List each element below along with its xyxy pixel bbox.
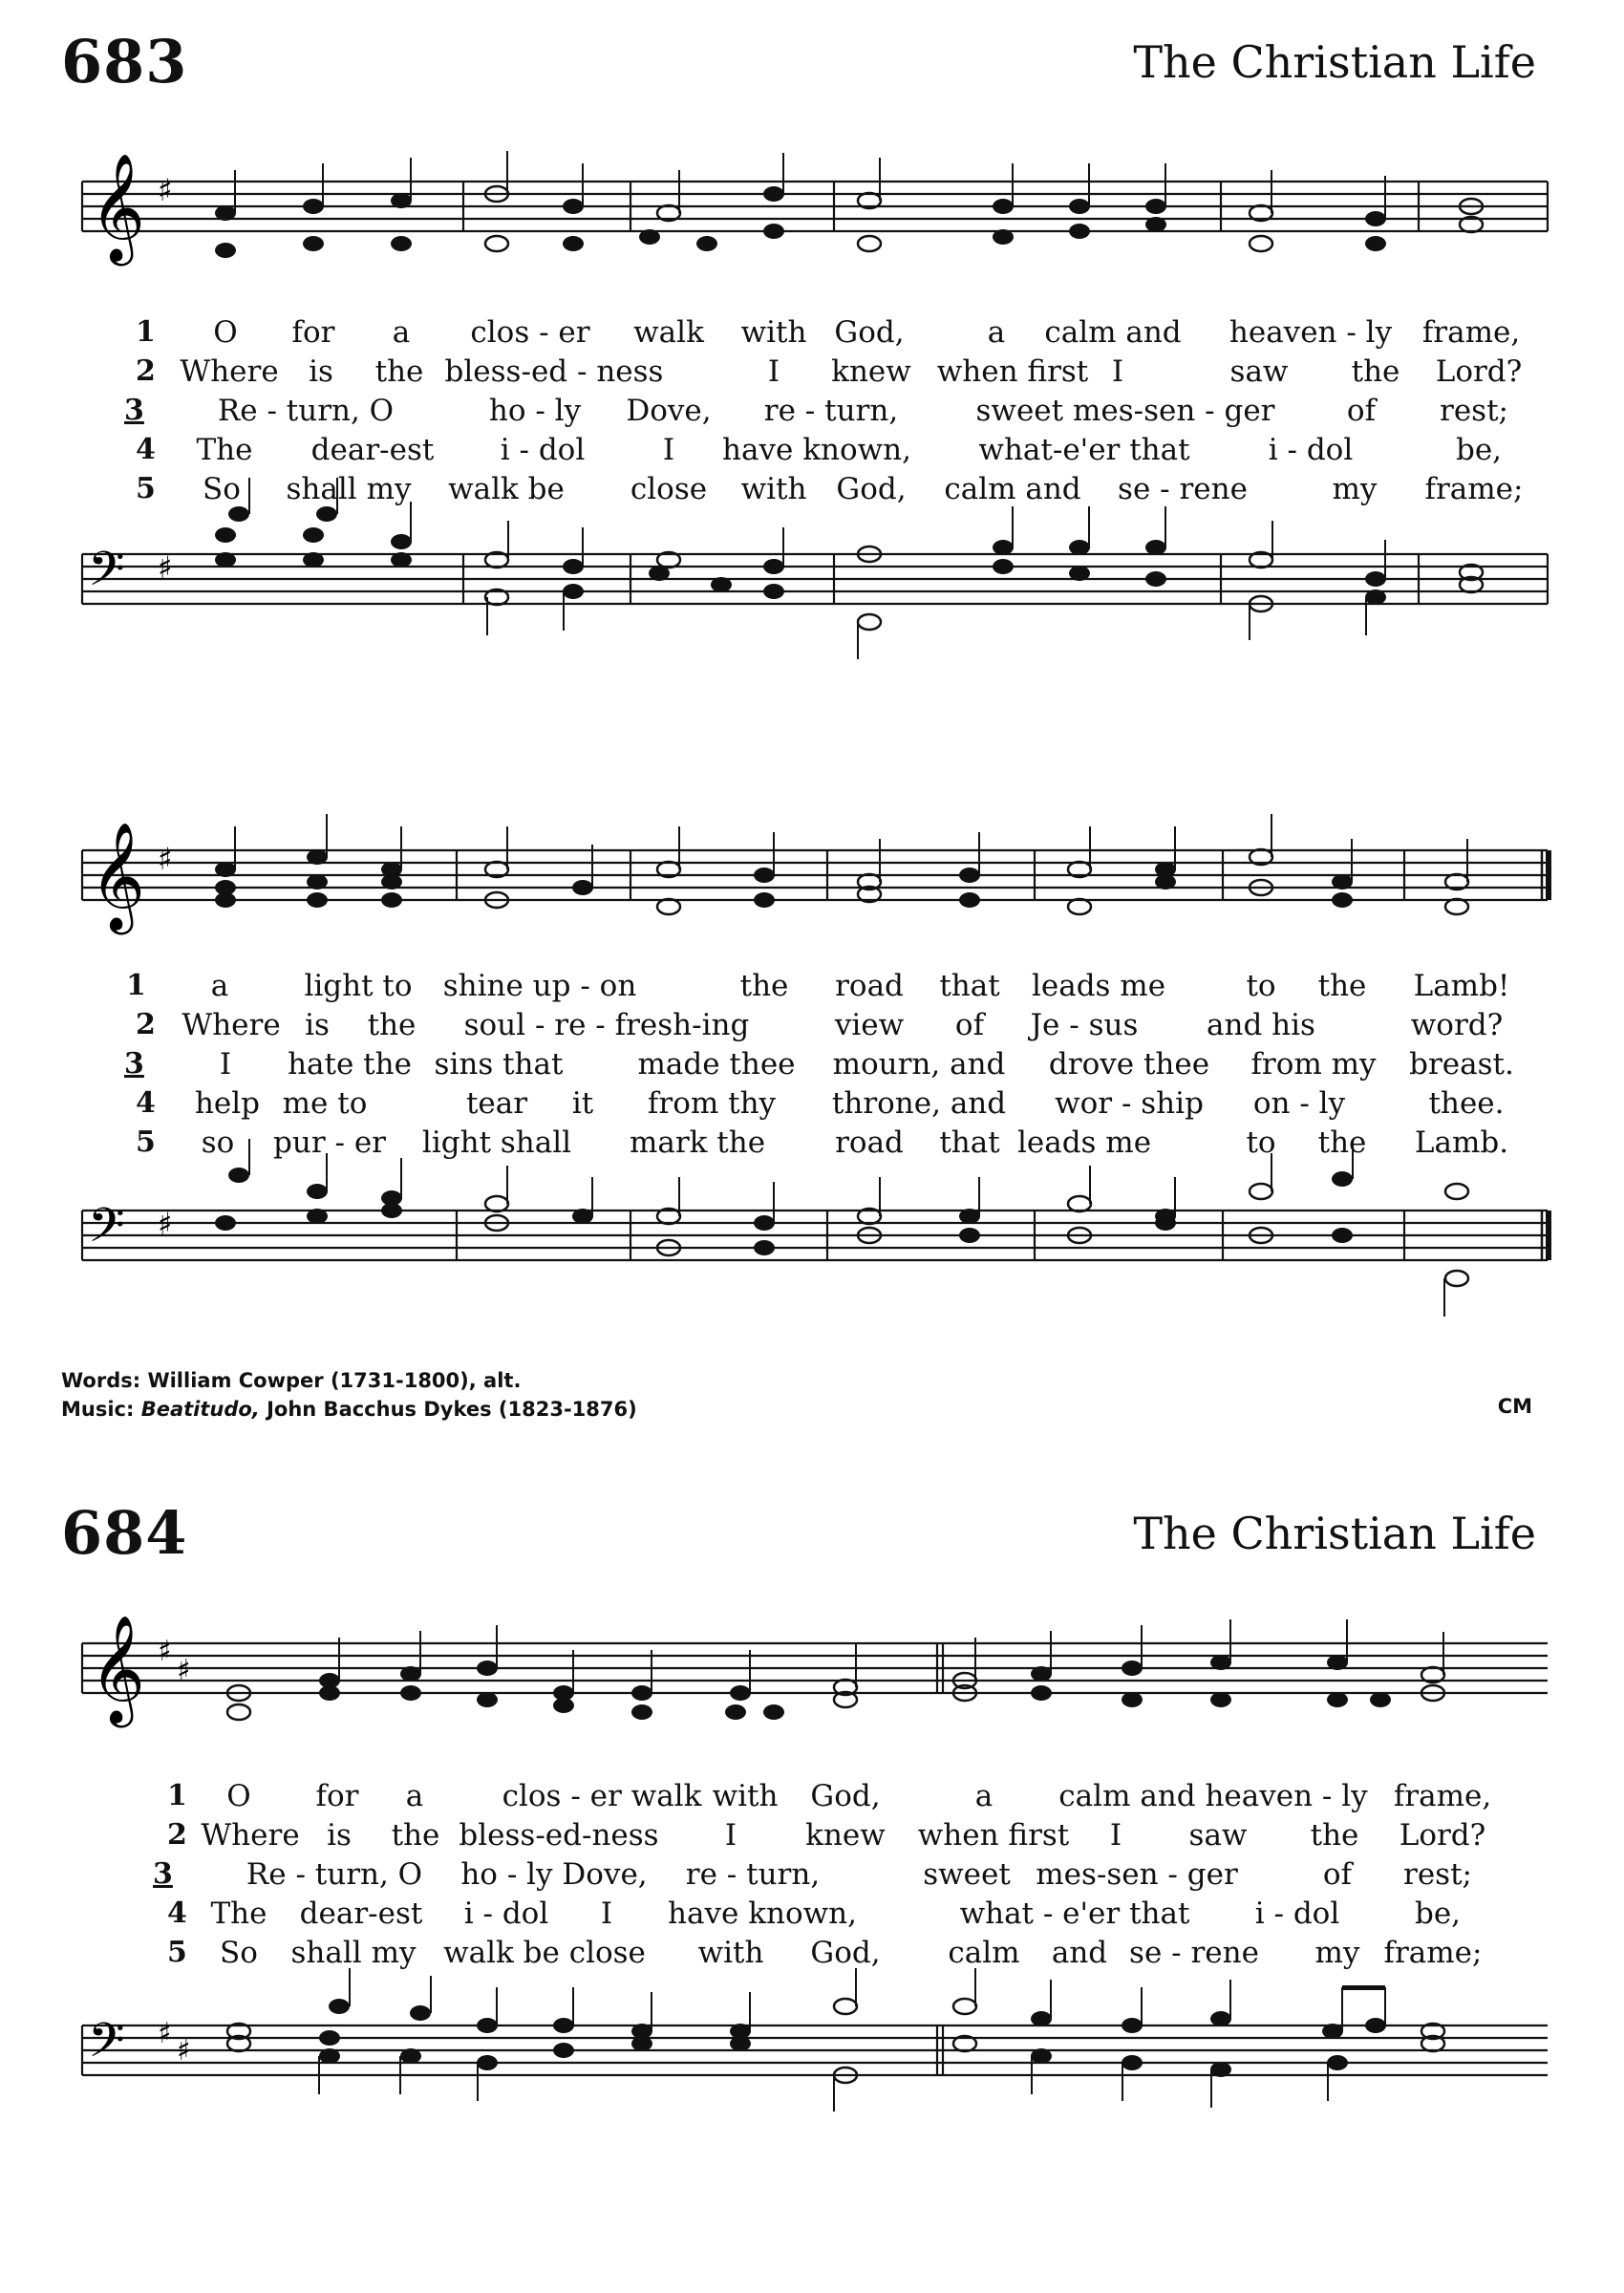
syllable: calm bbox=[948, 1936, 1020, 1970]
syllable: the bbox=[391, 1818, 440, 1853]
syllable: of bbox=[1346, 394, 1377, 428]
syllable: walk bbox=[633, 315, 704, 350]
syllable: mes-sen - ger bbox=[1036, 1857, 1238, 1892]
syllable: clos - er bbox=[470, 315, 590, 350]
svg-text:♯: ♯ bbox=[158, 2017, 172, 2050]
syllable: hate the bbox=[288, 1047, 412, 1082]
syllable: se - rene bbox=[1129, 1936, 1259, 1970]
syllable: frame, bbox=[1393, 1779, 1492, 1813]
verse-number: 2 bbox=[136, 354, 156, 388]
syllable: re - turn, bbox=[685, 1857, 821, 1892]
treble-clef-icon: 𝄞 bbox=[90, 822, 145, 931]
bass-clef-icon: 𝄢 bbox=[88, 2013, 125, 2080]
syllable: road bbox=[835, 969, 904, 1003]
syllable: soul - re - fresh-ing bbox=[463, 1008, 750, 1042]
section-title: The Christian Life bbox=[1133, 36, 1536, 88]
syllable: word? bbox=[1410, 1008, 1504, 1042]
syllable: Re - turn, O bbox=[217, 394, 395, 428]
syllable: re - turn, bbox=[763, 394, 899, 428]
syllable: that bbox=[939, 969, 1000, 1003]
syllable: shine up - on bbox=[442, 969, 637, 1003]
syllable: I bbox=[1109, 1818, 1122, 1853]
syllable: view bbox=[834, 1008, 905, 1042]
syllable: knew bbox=[831, 354, 911, 389]
syllable: from thy bbox=[647, 1086, 777, 1121]
treble-clef-icon: 𝄞 bbox=[90, 1615, 145, 1724]
verse-number: 3 bbox=[124, 394, 144, 427]
treble-staff bbox=[0, 153, 1624, 287]
verse-line bbox=[0, 431, 1624, 469]
words-credit: Words: William Cowper (1731-1800), alt. bbox=[61, 1369, 522, 1392]
verse-line bbox=[0, 1895, 1624, 1933]
syllable: i - dol bbox=[1268, 433, 1354, 467]
verse-number: 3 bbox=[153, 1857, 173, 1891]
verse-number: 4 bbox=[136, 1086, 156, 1120]
syllable: is bbox=[309, 354, 333, 389]
syllable: se - rene bbox=[1118, 472, 1248, 506]
verse-line bbox=[0, 1934, 1624, 1972]
verse-number: 1 bbox=[167, 1779, 187, 1812]
syllable: of bbox=[954, 1008, 985, 1042]
syllable: frame, bbox=[1421, 315, 1521, 350]
svg-text:♯: ♯ bbox=[158, 549, 173, 586]
bass-staff bbox=[0, 1177, 1624, 1320]
syllable: calm and heaven - ly bbox=[1058, 1779, 1368, 1813]
hymn-number: 683 bbox=[61, 27, 188, 96]
syllable: So bbox=[220, 1936, 258, 1970]
syllable: me to bbox=[282, 1086, 368, 1121]
syllable: Dove, bbox=[626, 394, 712, 428]
syllable: have known, bbox=[722, 433, 911, 467]
treble-staff bbox=[0, 1615, 1624, 1748]
syllable: on - ly bbox=[1252, 1086, 1346, 1121]
syllable: the bbox=[1317, 1125, 1367, 1160]
svg-text:♯: ♯ bbox=[177, 1654, 191, 1687]
syllable: frame; bbox=[1424, 472, 1524, 506]
syllable: it bbox=[571, 1086, 594, 1121]
verse-line bbox=[0, 313, 1624, 352]
syllable: the bbox=[739, 969, 789, 1003]
syllable: of bbox=[1322, 1857, 1353, 1892]
verse-number: 1 bbox=[136, 315, 156, 349]
syllable: The bbox=[196, 433, 253, 467]
syllable: mark the bbox=[629, 1125, 766, 1160]
syllable: O bbox=[213, 315, 238, 350]
svg-text:♯: ♯ bbox=[158, 841, 173, 877]
syllable: I bbox=[724, 1818, 737, 1853]
syllable: rest; bbox=[1403, 1857, 1472, 1892]
verse-number: 1 bbox=[126, 969, 146, 1002]
verse-line bbox=[0, 1777, 1624, 1815]
syllable: i - dol bbox=[1254, 1897, 1340, 1931]
syllable: Lord? bbox=[1399, 1818, 1486, 1853]
syllable: Lord? bbox=[1435, 354, 1523, 389]
syllable: the bbox=[367, 1008, 417, 1042]
syllable: my bbox=[1332, 472, 1378, 506]
syllable: Je - sus bbox=[1030, 1008, 1139, 1042]
syllable: with bbox=[740, 315, 807, 350]
syllable: sweet mes-sen - ger bbox=[975, 394, 1275, 428]
verse-line bbox=[0, 1855, 1624, 1894]
syllable: be, bbox=[1414, 1897, 1462, 1931]
syllable: light to bbox=[304, 969, 413, 1003]
syllable: I bbox=[600, 1897, 613, 1931]
syllable: leads me bbox=[1016, 1125, 1152, 1160]
syllable: be, bbox=[1455, 433, 1503, 467]
verse-number: 3 bbox=[124, 1047, 144, 1081]
syllable: God, bbox=[810, 1936, 881, 1970]
svg-text:♯: ♯ bbox=[158, 1635, 172, 1668]
syllable: The bbox=[210, 1897, 267, 1931]
syllable: calm and bbox=[944, 472, 1081, 506]
syllable: with bbox=[712, 1779, 779, 1813]
syllable: to bbox=[1246, 969, 1276, 1003]
syllable: rest; bbox=[1440, 394, 1508, 428]
syllable: Lamb. bbox=[1414, 1125, 1509, 1160]
syllable: have known, bbox=[668, 1897, 857, 1931]
syllable: a bbox=[210, 969, 229, 1003]
tune-name: Beatitudo, bbox=[140, 1398, 260, 1421]
syllable: God, bbox=[836, 472, 907, 506]
syllable: ho - ly Dove, bbox=[460, 1857, 648, 1892]
syllable: shall my bbox=[286, 472, 412, 506]
syllable: throne, and bbox=[831, 1086, 1007, 1121]
svg-text:♯: ♯ bbox=[158, 1206, 173, 1242]
syllable: God, bbox=[810, 1779, 881, 1813]
syllable: I bbox=[1111, 354, 1124, 389]
syllable: drove thee bbox=[1048, 1047, 1210, 1082]
bass-staff bbox=[0, 1987, 1624, 2131]
syllable: when first bbox=[936, 354, 1089, 389]
bass-clef-icon: 𝄢 bbox=[88, 1198, 125, 1265]
syllable: is bbox=[327, 1818, 352, 1853]
verse-number: 5 bbox=[167, 1936, 187, 1969]
syllable: Where bbox=[180, 354, 279, 389]
syllable: i - dol bbox=[463, 1897, 549, 1931]
syllable: light shall bbox=[421, 1125, 572, 1160]
verse-number: 5 bbox=[136, 1125, 156, 1159]
syllable: a bbox=[392, 315, 411, 350]
syllable: so bbox=[201, 1125, 235, 1160]
syllable: I bbox=[662, 433, 675, 467]
verse-number: 4 bbox=[167, 1897, 187, 1930]
syllable: saw bbox=[1188, 1818, 1248, 1853]
syllable: what - e'er that bbox=[959, 1897, 1190, 1931]
syllable: bless-ed - ness bbox=[444, 354, 664, 389]
syllable: when first bbox=[917, 1818, 1070, 1853]
syllable: ho - ly bbox=[488, 394, 582, 428]
verse-line bbox=[0, 967, 1624, 1005]
syllable: the bbox=[374, 354, 424, 389]
syllable: for bbox=[291, 315, 335, 350]
syllable: I bbox=[767, 354, 780, 389]
syllable: to bbox=[1246, 1125, 1276, 1160]
syllable: that bbox=[939, 1125, 1000, 1160]
syllable: the bbox=[1351, 354, 1400, 389]
syllable: breast. bbox=[1409, 1047, 1514, 1082]
syllable: mourn, and bbox=[832, 1047, 1006, 1082]
music-credit: Music: Beatitudo, John Bacchus Dykes (1823-1876) bbox=[61, 1398, 637, 1421]
verse-line bbox=[0, 1045, 1624, 1083]
syllable: with bbox=[740, 472, 807, 506]
syllable: pur - er bbox=[273, 1125, 386, 1160]
section-title: The Christian Life bbox=[1133, 1508, 1536, 1559]
verse-number: 4 bbox=[136, 433, 156, 466]
syllable: bless-ed-ness bbox=[459, 1818, 659, 1853]
syllable: heaven - ly bbox=[1229, 315, 1393, 350]
verse-line bbox=[0, 470, 1624, 508]
syllable: sins that bbox=[434, 1047, 564, 1082]
syllable: Where bbox=[201, 1818, 300, 1853]
syllable: dear-est bbox=[310, 433, 435, 467]
syllable: and bbox=[1051, 1936, 1108, 1970]
verse-line bbox=[0, 1124, 1624, 1162]
verse-line bbox=[0, 1084, 1624, 1123]
syllable: i - dol bbox=[500, 433, 586, 467]
syllable: close bbox=[630, 472, 708, 506]
syllable: dear-est bbox=[299, 1897, 423, 1931]
bass-clef-icon: 𝄢 bbox=[88, 542, 125, 609]
syllable: the bbox=[1317, 969, 1367, 1003]
verse-line bbox=[0, 1816, 1624, 1854]
syllable: help bbox=[194, 1086, 261, 1121]
syllable: my bbox=[1314, 1936, 1360, 1970]
syllable: shall my bbox=[290, 1936, 417, 1970]
syllable: God, bbox=[834, 315, 905, 350]
syllable: So bbox=[203, 472, 241, 506]
verse-number: 2 bbox=[136, 1008, 156, 1041]
syllable: a bbox=[405, 1779, 424, 1813]
syllable: and his bbox=[1207, 1008, 1315, 1042]
syllable: a bbox=[987, 315, 1006, 350]
syllable: from my bbox=[1250, 1047, 1377, 1082]
treble-staff bbox=[0, 822, 1624, 955]
syllable: Re - turn, O bbox=[246, 1857, 423, 1892]
syllable: clos - er walk bbox=[502, 1779, 702, 1813]
syllable: a bbox=[974, 1779, 994, 1813]
syllable: calm and bbox=[1044, 315, 1182, 350]
bass-staff bbox=[0, 516, 1624, 659]
verse-number: 2 bbox=[167, 1818, 187, 1852]
syllable: is bbox=[305, 1008, 330, 1042]
svg-text:♯: ♯ bbox=[158, 172, 173, 208]
treble-clef-icon: 𝄞 bbox=[90, 153, 145, 262]
syllable: O bbox=[226, 1779, 251, 1813]
syllable: for bbox=[315, 1779, 359, 1813]
verse-line bbox=[0, 353, 1624, 391]
syllable: saw bbox=[1229, 354, 1289, 389]
syllable: what-e'er that bbox=[978, 433, 1190, 467]
svg-text:♯: ♯ bbox=[177, 2034, 191, 2068]
syllable: walk be close bbox=[443, 1936, 646, 1970]
syllable: walk be bbox=[448, 472, 565, 506]
verse-line bbox=[0, 392, 1624, 430]
hymn-number: 684 bbox=[61, 1498, 188, 1568]
syllable: sweet bbox=[923, 1857, 1011, 1892]
syllable: I bbox=[219, 1047, 232, 1082]
syllable: wor - ship bbox=[1055, 1086, 1204, 1121]
verse-line bbox=[0, 1006, 1624, 1044]
syllable: tear bbox=[465, 1086, 528, 1121]
syllable: with bbox=[697, 1936, 764, 1970]
syllable: thee. bbox=[1428, 1086, 1505, 1121]
syllable: leads me bbox=[1031, 969, 1166, 1003]
syllable: the bbox=[1310, 1818, 1359, 1853]
syllable: Lamb! bbox=[1413, 969, 1510, 1003]
verse-number: 5 bbox=[136, 472, 156, 505]
syllable: road bbox=[835, 1125, 904, 1160]
syllable: frame; bbox=[1383, 1936, 1483, 1970]
syllable: made thee bbox=[637, 1047, 796, 1082]
syllable: knew bbox=[805, 1818, 886, 1853]
meter-label: CM bbox=[1497, 1395, 1532, 1418]
hymn-credits bbox=[61, 1366, 637, 1424]
syllable: Where bbox=[182, 1008, 281, 1042]
